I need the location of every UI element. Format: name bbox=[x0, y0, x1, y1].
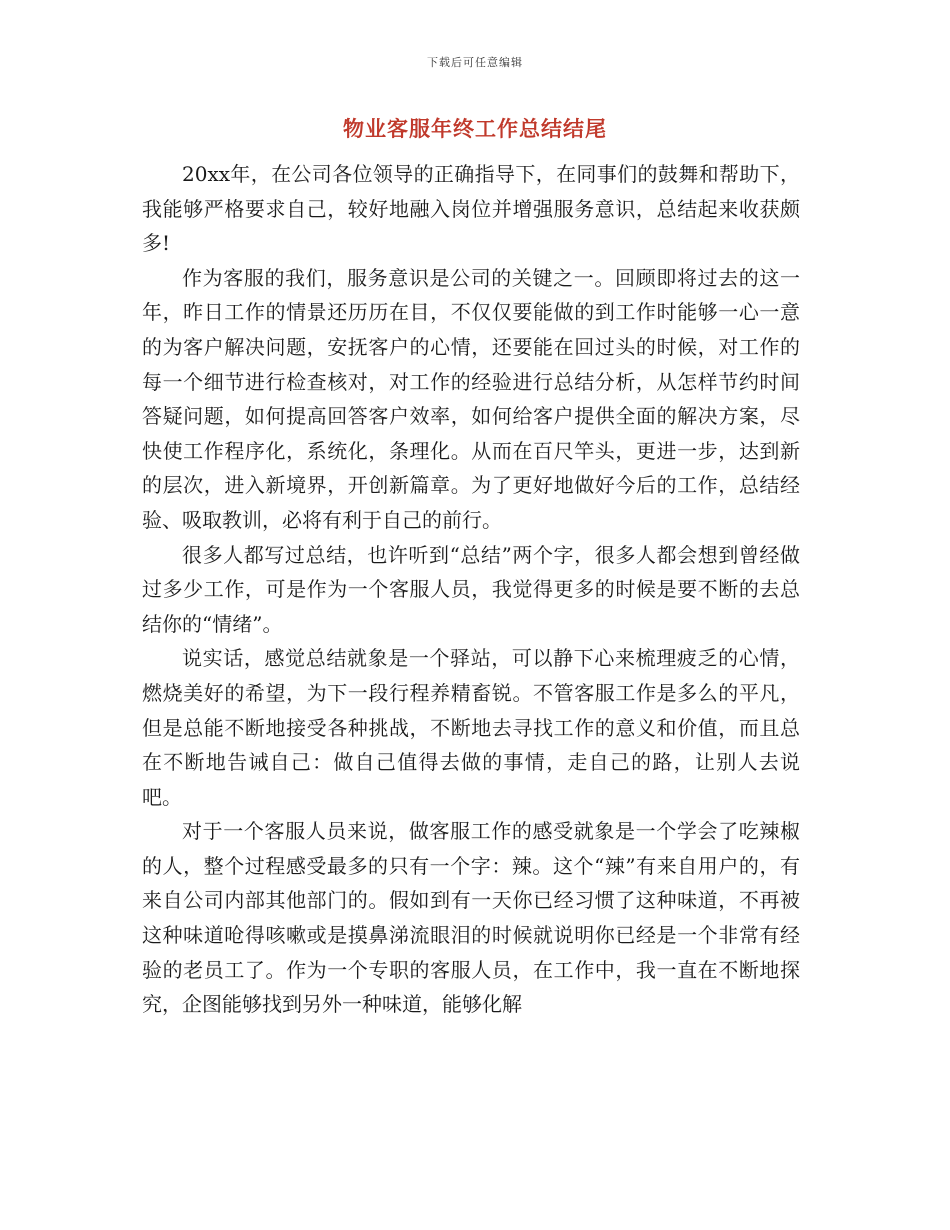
document-body bbox=[142, 157, 800, 1022]
header-note: 下载后可任意编辑 bbox=[427, 56, 523, 69]
paragraph-3: 很多人都写过总结，也许听到“总结”两个字，很多人都会想到曾经做过多少工作，可是作为一个客服人员，我觉得更多的时候是要不断的去总结你的“情绪”。 bbox=[142, 542, 800, 636]
document-title: 物业客服年终工作总结结尾 bbox=[343, 117, 607, 141]
paragraph-1: 20xx年，在公司各位领导的正确指导下，在同事们的鼓舞和帮助下，我能够严格要求自己，较好地融入岗位并增强服务意识，总结起来收获颇多! bbox=[142, 162, 800, 256]
paragraph-2: 作为客服的我们，服务意识是公司的关键之一。回顾即将过去的这一年，昨日工作的情景还历历在目，不仅仅要能做的到工作时能够一心一意的为客户解决问题，安抚客户的心情，还要能在回过头的时候，对工作的每一个细节进行检查核对，对工作的经验进行总结分析，从怎样节约时间答疑问题，如何提高回答客户效率，如何给客户提供全面的解决方案，尽快使工作程序化，系统化，条理化。从而在百尺竿头，更进一步，达到新的层次，进入新境界，开创新篇章。为了更好地做好今后的工作，总结经验、吸取教训，必将有利于自己的前行。 bbox=[142, 265, 800, 532]
paragraph-4: 说实话，感觉总结就象是一个驿站，可以静下心来梳理疲乏的心情，燃烧美好的希望，为下一段行程养精畜锐。不管客服工作是多么的平凡，但是总能不断地接受各种挑战，不断地去寻找工作的意义和价值，而且总在不断地告诫自己：做自己值得去做的事情，走自己的路，让别人去说吧。 bbox=[142, 646, 800, 809]
paragraph-5: 对于一个客服人员来说，做客服工作的感受就象是一个学会了吃辣椒的人，整个过程感受最多的只有一个字：辣。这个“辣”有来自用户的，有来自公司内部其他部门的。假如到有一天你已经习惯了这种味道，不再被这种味道呛得咳嗽或是摸鼻涕流眼泪的时候就说明你已经是一个非常有经验的老员工了。作为一个专职的客服人员，在工作中，我一直在不断地探究，企图能够找到另外一种味道，能够化解 bbox=[142, 819, 800, 1017]
